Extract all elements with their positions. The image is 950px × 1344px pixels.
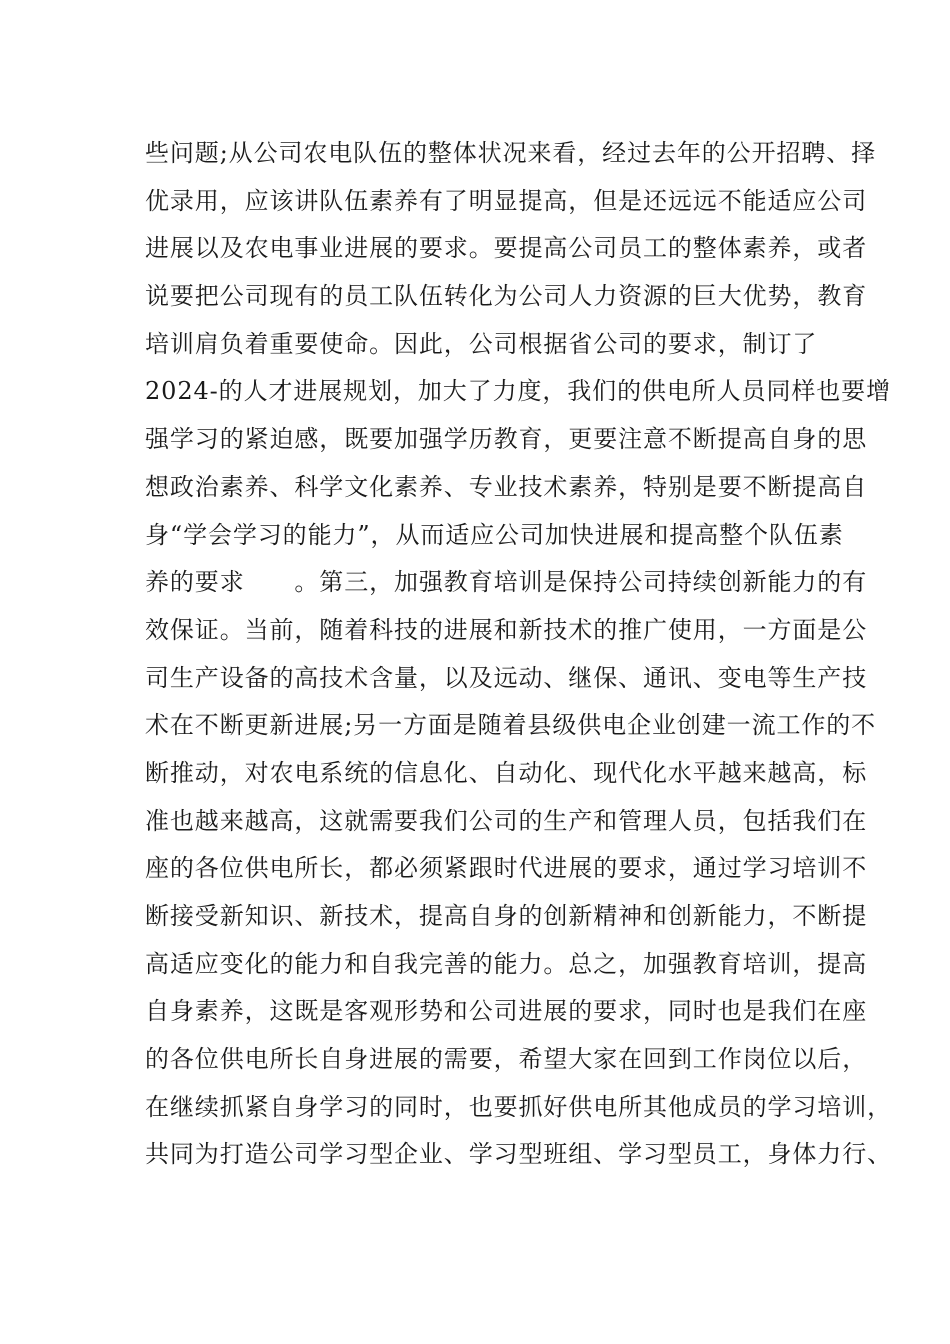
text-line-11: 效保证。当前，随着科技的进展和新技术的推广使用，一方面是公 — [145, 615, 868, 644]
text-line-4: 说要把公司现有的员工队伍转化为公司人力资源的巨大优势，教育 — [145, 282, 868, 311]
text-line-5: 培训肩负着重要使命。因此，公司根据省公司的要求，制订了 — [145, 329, 818, 358]
text-line-1: 些问题;从公司农电队伍的整体状况来看，经过去年的公开招聘、择 — [145, 139, 877, 167]
text-line-20: 的各位供电所长自身进展的需要，希望大家在回到工作岗位以后， — [145, 1045, 868, 1074]
text-line-10: 养的要求 。第三，加强教育培训是保持公司持续创新能力的有 — [145, 568, 868, 597]
text-line-14: 断推动，对农电系统的信息化、自动化、现代化水平越来越高，标 — [145, 758, 868, 787]
text-line-21: 在继续抓紧自身学习的同时，也要抓好供电所其他成员的学习培训， — [145, 1092, 892, 1121]
text-line-12: 司生产设备的高技术含量，以及远动、继保、通讯、变电等生产技 — [145, 663, 868, 692]
text-line-3: 进展以及农电事业进展的要求。要提高公司员工的整体素养，或者 — [145, 234, 868, 263]
text-line-19: 自身素养，这既是客观形势和公司进展的要求，同时也是我们在座 — [145, 997, 868, 1026]
text-line-17: 断接受新知识、新技术，提高自身的创新精神和创新能力，不断提 — [145, 902, 868, 930]
text-line-18: 高适应变化的能力和自我完善的能力。总之，加强教育培训，提高 — [145, 949, 868, 978]
text-line-22: 共同为打造公司学习型企业、学习型班组、学习型员工，身体力行、 — [145, 1140, 892, 1169]
body-text — [145, 134, 892, 1183]
text-line-7: 强学习的紧迫感，既要加强学历教育，更要注意不断提高自身的思 — [145, 425, 868, 454]
text-line-6: 2024-的人才进展规划，加大了力度，我们的供电所人员同样也要增 — [145, 377, 891, 406]
text-line-15: 准也越来越高，这就需要我们公司的生产和管理人员，包括我们在 — [145, 806, 868, 835]
text-line-2: 优录用，应该讲队伍素养有了明显提高，但是还远远不能适应公司 — [145, 186, 868, 215]
text-line-9: 身“学会学习的能力”，从而适应公司加快进展和提高整个队伍素 — [145, 520, 844, 549]
text-line-16: 座的各位供电所长，都必须紧跟时代进展的要求，通过学习培训不 — [145, 854, 868, 883]
text-line-13: 术在不断更新进展;另一方面是随着县级供电企业创建一流工作的不 — [145, 711, 877, 740]
text-line-8: 想政治素养、科学文化素养、专业技术素养，特别是要不断提高自 — [145, 472, 868, 501]
